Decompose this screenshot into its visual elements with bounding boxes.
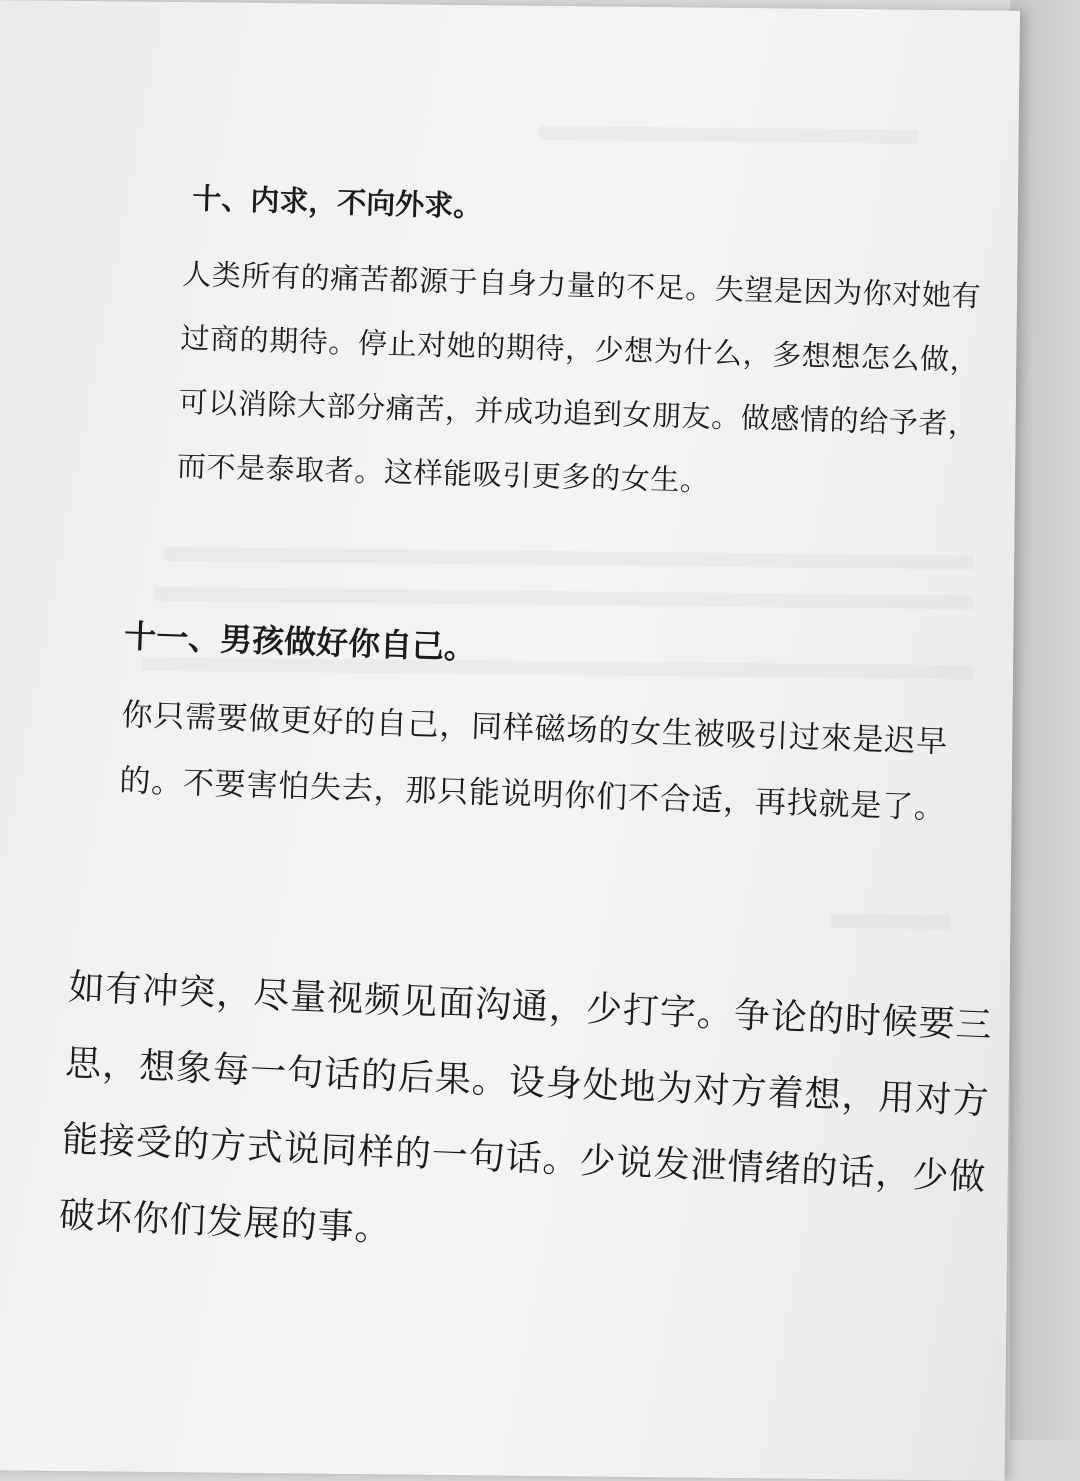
adjacent-page-edge bbox=[1010, 0, 1080, 1440]
show-through-text bbox=[830, 914, 950, 929]
advice-paragraph: 如有冲突，尽量视频见面沟通，少打字。争论的时候要三思，想象每一句话的后果。设身处地为对方着想，用对方能接受的方式说同样的一句话。少说发泄情绪的话，少做破坏你们发展的事。 bbox=[58, 966, 994, 1250]
show-through-text bbox=[164, 547, 974, 569]
section-heading: 十一、男孩做好你自己。 bbox=[123, 616, 477, 667]
show-through-text bbox=[154, 587, 974, 610]
section-10 bbox=[176, 176, 1005, 521]
conflict-advice bbox=[57, 950, 999, 1293]
show-through-text bbox=[539, 126, 919, 144]
section-paragraph: 人类所有的痛苦都源于自身力量的不足。失望是因为你对她有过商的期待。停止对她的期待，少想为什么，多想想怎么做，可以消除大部分痛苦，并成功追到女朋友。做感情的给予者，而不是泰取者。这样能吸引更多的女生。 bbox=[176, 256, 982, 498]
section-paragraph: 你只需要做更好的自己，同样磁场的女生被吸引过來是迟早的。不要害怕失去，那只能说明你们不合适，再找就是了。 bbox=[118, 696, 949, 827]
section-heading: 十、内求，不向外求。 bbox=[191, 181, 483, 224]
section-11 bbox=[118, 612, 1004, 843]
